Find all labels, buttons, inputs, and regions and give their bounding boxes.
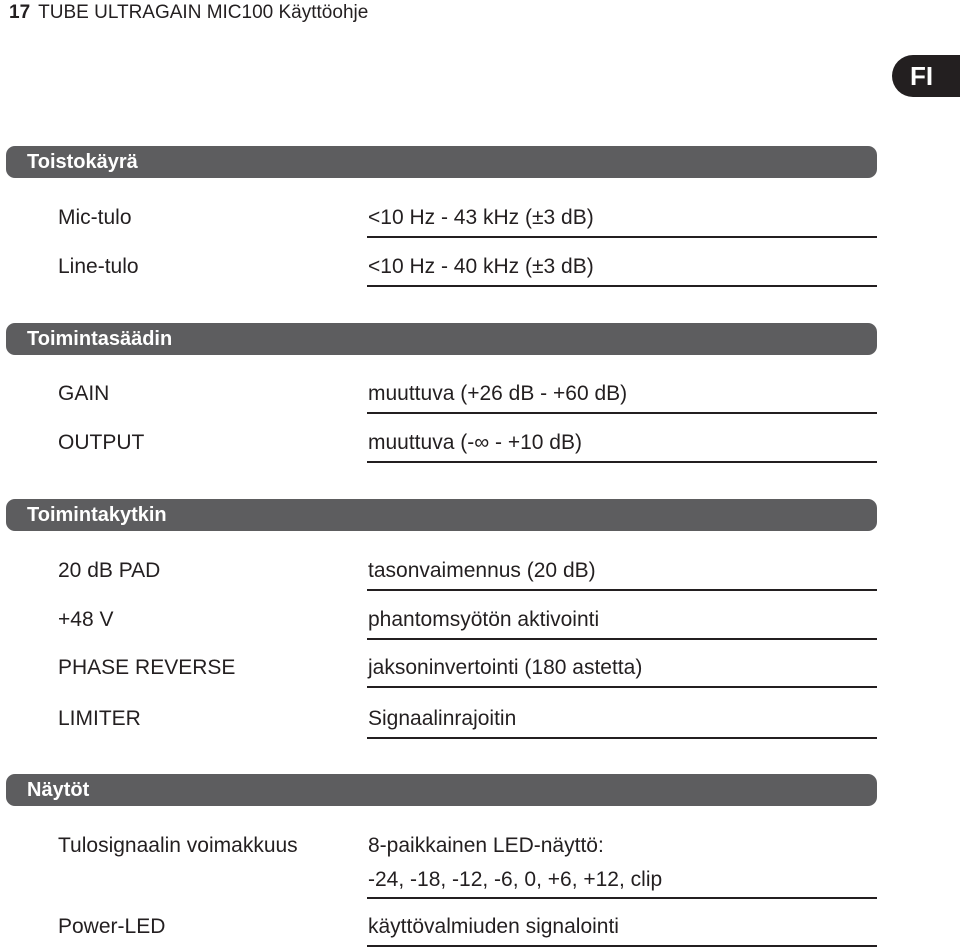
spec-label: +48 V	[58, 608, 114, 631]
spec-value: <10 Hz - 43 kHz (±3 dB)	[368, 206, 594, 229]
row-divider	[367, 686, 877, 688]
section-header-frequency-response: Toistokäyrä	[6, 146, 877, 178]
spec-label: OUTPUT	[58, 431, 145, 454]
spec-label: LIMITER	[58, 707, 141, 730]
spec-label: 20 dB PAD	[58, 559, 161, 582]
spec-value: muuttuva (-∞ - +10 dB)	[368, 431, 582, 454]
spec-value: käyttövalmiuden signalointi	[368, 915, 619, 938]
row-divider	[367, 461, 877, 463]
spec-label: Tulosignaalin voimakkuus	[58, 834, 298, 857]
row-divider	[367, 285, 877, 287]
spec-label: GAIN	[58, 382, 110, 405]
spec-value: jaksoninvertointi (180 astetta)	[368, 656, 643, 679]
spec-label: Mic-tulo	[58, 206, 132, 229]
spec-value: phantomsyötön aktivointi	[368, 608, 600, 631]
spec-label: PHASE REVERSE	[58, 656, 236, 679]
section-header-controls: Toimintasäädin	[6, 323, 877, 355]
spec-value: tasonvaimennus (20 dB)	[368, 559, 596, 582]
row-divider	[367, 589, 877, 591]
language-tab: FI	[892, 55, 960, 97]
spec-value: muuttuva (+26 dB - +60 dB)	[368, 382, 628, 405]
section-header-switches: Toimintakytkin	[6, 499, 877, 531]
row-divider	[367, 638, 877, 640]
spec-label: Power-LED	[58, 915, 166, 938]
row-divider	[367, 236, 877, 238]
section-header-displays: Näytöt	[6, 774, 877, 806]
spec-label: Line-tulo	[58, 255, 139, 278]
document-title: TUBE ULTRAGAIN MIC100 Käyttöohje	[38, 2, 369, 23]
row-divider	[367, 897, 877, 899]
page-number: 17	[9, 2, 31, 23]
row-divider	[367, 412, 877, 414]
page-header	[9, 2, 368, 24]
spec-value-line: 8-paikkainen LED-näyttö:	[368, 834, 604, 857]
row-divider	[367, 737, 877, 739]
spec-value: <10 Hz - 40 kHz (±3 dB)	[368, 255, 594, 278]
spec-value-line: -24, -18, -12, -6, 0, +6, +12, clip	[368, 868, 663, 891]
spec-value: Signaalinrajoitin	[368, 707, 517, 730]
spec-value	[368, 833, 662, 893]
row-divider	[367, 945, 877, 947]
